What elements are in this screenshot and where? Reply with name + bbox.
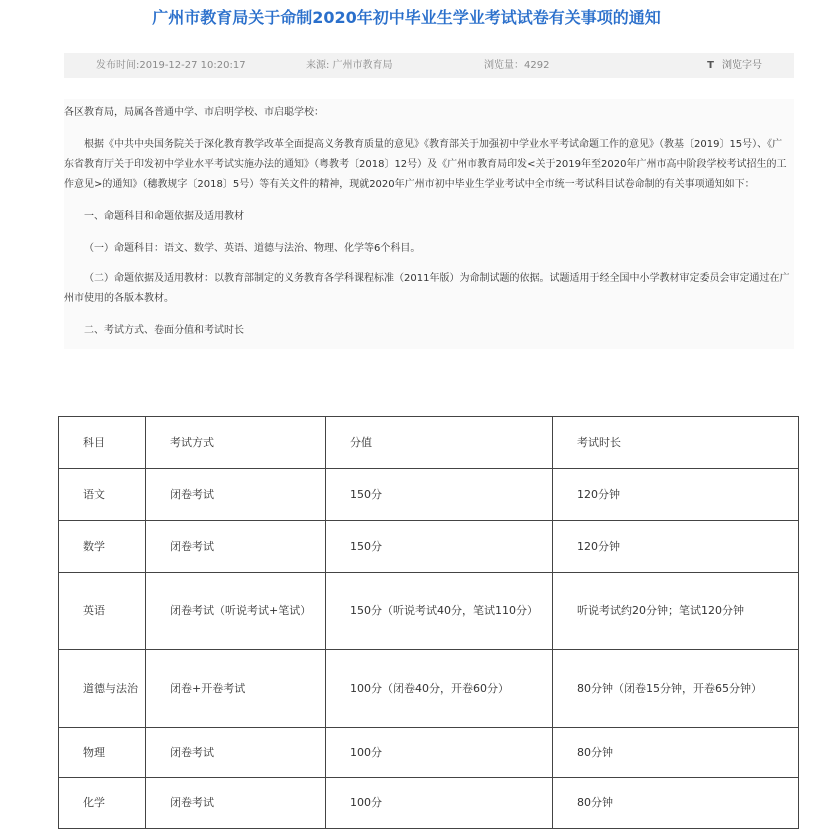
subject-cell: 英语 bbox=[59, 573, 146, 650]
score-cell: 150分 bbox=[326, 469, 553, 521]
method-cell: 闭卷考试（听说考试+笔试） bbox=[146, 573, 326, 650]
article-body bbox=[64, 99, 794, 349]
duration-cell: 120分钟 bbox=[553, 521, 799, 573]
method-cell: 闭卷考试 bbox=[146, 521, 326, 573]
score-cell: 100分（闭卷40分，开卷60分） bbox=[326, 650, 553, 728]
header-cell: 考试方式 bbox=[146, 417, 326, 469]
publish-date: 发布时间:2019-12-27 10:20:17 bbox=[96, 60, 246, 71]
header-cell: 科目 bbox=[59, 417, 146, 469]
score-cell: 100分 bbox=[326, 728, 553, 778]
intro-paragraph: 根据《中共中央国务院关于深化教育教学改革全面提高义务教育质量的意见》《教育部关于加强初中学业水平考试命题工作的意见》（教基〔2019〕15号）、《广东省教育厅关于印发初中学业水平考试实施办法的通知》（粤教考〔2018〕12号）及《广州市教育局印发<关于2019年至2020年广州市高中阶段学校考试招生的工作意见>的通知》（穗教规字〔2018〕5号）等有关文件的精神，现就2020年广州市初中毕业生学业考试中全市统一考试科目试卷命制的有关事项通知如下： bbox=[64, 139, 787, 190]
duration-cell: 80分钟（闭卷15分钟，开卷65分钟） bbox=[553, 650, 799, 728]
subject-cell: 物理 bbox=[59, 728, 146, 778]
table-header-row bbox=[59, 417, 799, 469]
score-cell: 150分 bbox=[326, 521, 553, 573]
font-size-icon[interactable]: T bbox=[707, 60, 714, 71]
header-cell: 考试时长 bbox=[553, 417, 799, 469]
subject-cell: 道德与法治 bbox=[59, 650, 146, 728]
method-cell: 闭卷+开卷考试 bbox=[146, 650, 326, 728]
subject-cell: 数学 bbox=[59, 521, 146, 573]
method-cell: 闭卷考试 bbox=[146, 778, 326, 829]
view-count: 浏览量：4292 bbox=[484, 60, 550, 71]
duration-cell: 听说考试约20分钟；笔试120分钟 bbox=[553, 573, 799, 650]
article-meta-bar bbox=[64, 53, 794, 78]
method-cell: 闭卷考试 bbox=[146, 469, 326, 521]
article-source: 来源: 广州市教育局 bbox=[306, 60, 393, 71]
header-cell: 分值 bbox=[326, 417, 553, 469]
table-row bbox=[59, 778, 799, 829]
subject-cell: 化学 bbox=[59, 778, 146, 829]
article-title: 广州市教育局关于命制2020年初中毕业生学业考试试卷有关事项的通知 bbox=[152, 8, 661, 27]
font-size-toggle[interactable] bbox=[707, 53, 762, 78]
table-row bbox=[59, 521, 799, 573]
score-cell: 150分（听说考试40分，笔试110分） bbox=[326, 573, 553, 650]
subject-cell: 语文 bbox=[59, 469, 146, 521]
table-row bbox=[59, 728, 799, 778]
subsection-1: （一）命题科目：语文、数学、英语、道德与法治、物理、化学等6个科目。 bbox=[84, 243, 421, 254]
exam-table bbox=[58, 416, 799, 829]
subsection-2: （二）命题依据及适用教材：以教育部制定的义务教育各学科课程标准（2011年版）为命制试题的依据。试题适用于经全国中小学教材审定委员会审定通过在广州市使用的各版本教材。 bbox=[64, 273, 790, 304]
duration-cell: 80分钟 bbox=[553, 778, 799, 829]
score-cell: 100分 bbox=[326, 778, 553, 829]
table-row bbox=[59, 650, 799, 728]
duration-cell: 80分钟 bbox=[553, 728, 799, 778]
salutation: 各区教育局，局属各普通中学、市启明学校、市启聪学校： bbox=[64, 107, 324, 118]
font-size-label[interactable]: 浏览字号 bbox=[722, 60, 762, 71]
method-cell: 闭卷考试 bbox=[146, 728, 326, 778]
section-heading-2: 二、考试方式、卷面分值和考试时长 bbox=[84, 325, 244, 336]
section-heading-1: 一、命题科目和命题依据及适用教材 bbox=[84, 211, 244, 222]
duration-cell: 120分钟 bbox=[553, 469, 799, 521]
table-row bbox=[59, 469, 799, 521]
table-row bbox=[59, 573, 799, 650]
